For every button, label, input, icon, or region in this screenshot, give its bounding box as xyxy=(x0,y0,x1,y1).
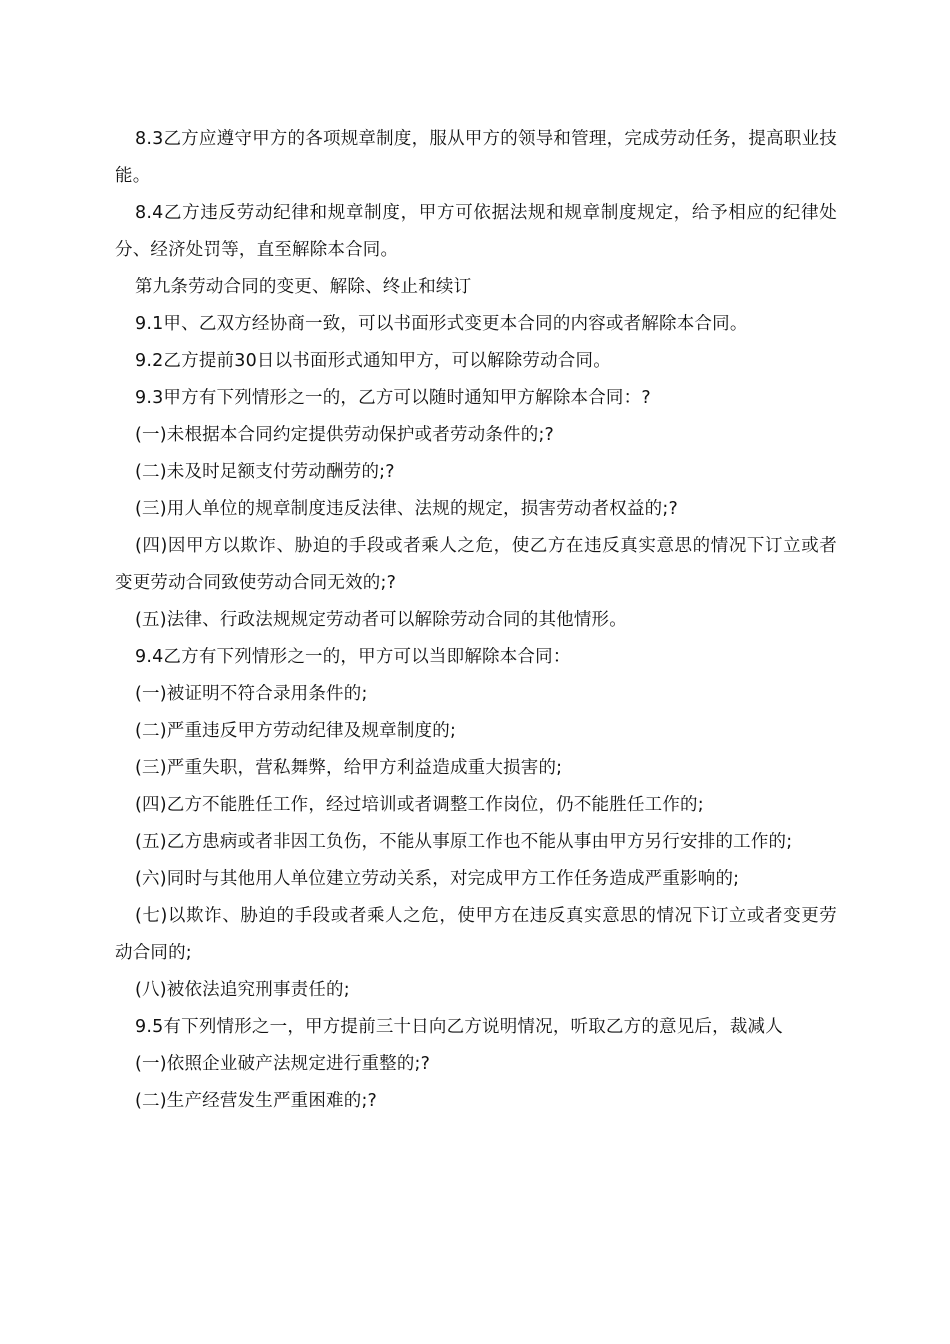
list-item-9-4-2: (二)严重违反甲方劳动纪律及规章制度的; xyxy=(135,721,457,741)
list-item-9-3-1: (一)未根据本合同约定提供劳动保护或者劳动条件的;? xyxy=(135,425,555,445)
list-item-9-3-2: (二)未及时足额支付劳动酬劳的;? xyxy=(135,462,395,482)
list-item-9-4-1: (一)被证明不符合录用条件的; xyxy=(135,684,368,704)
paragraph-8-3: 8.3乙方应遵守甲方的各项规章制度，服从甲方的领导和管理，完成劳动任务，提高职业技能。 xyxy=(115,129,837,186)
list-item-9-3-5: (五)法律、行政法规规定劳动者可以解除劳动合同的其他情形。 xyxy=(135,610,627,630)
list-item-9-3-3: (三)用人单位的规章制度违反法律、法规的规定，损害劳动者权益的;? xyxy=(135,499,678,519)
paragraph-9-5: 9.5有下列情形之一，甲方提前三十日向乙方说明情况，听取乙方的意见后，裁减人 xyxy=(135,1017,783,1037)
list-item-9-4-8: (八)被依法追究刑事责任的; xyxy=(135,980,350,1000)
list-item-9-5-2: (二)生产经营发生严重困难的;? xyxy=(135,1091,378,1111)
list-item-9-3-4: (四)因甲方以欺诈、胁迫的手段或者乘人之危，使乙方在违反真实意思的情况下订立或者变更劳动合同致使劳动合同无效的;? xyxy=(115,536,837,593)
list-item-9-5-1: (一)依照企业破产法规定进行重整的;? xyxy=(135,1054,431,1074)
list-item-9-4-3: (三)严重失职，营私舞弊，给甲方利益造成重大损害的; xyxy=(135,758,563,778)
list-item-9-4-7: (七)以欺诈、胁迫的手段或者乘人之危，使甲方在违反真实意思的情况下订立或者变更劳动合同的; xyxy=(115,906,837,963)
list-item-9-4-6: (六)同时与其他用人单位建立劳动关系，对完成甲方工作任务造成严重影响的; xyxy=(135,869,740,889)
list-item-9-4-5: (五)乙方患病或者非因工负伤，不能从事原工作也不能从事由甲方另行安排的工作的; xyxy=(135,832,793,852)
paragraph-8-4: 8.4乙方违反劳动纪律和规章制度，甲方可依据法规和规章制度规定，给予相应的纪律处分、经济处罚等，直至解除本合同。 xyxy=(115,203,837,260)
article-9-heading: 第九条劳动合同的变更、解除、终止和续订 xyxy=(135,277,472,297)
paragraph-9-1: 9.1甲、乙双方经协商一致，可以书面形式变更本合同的内容或者解除本合同。 xyxy=(135,314,748,334)
paragraph-9-2: 9.2乙方提前30日以书面形式通知甲方，可以解除劳动合同。 xyxy=(135,351,611,371)
document-body xyxy=(115,121,837,1120)
list-item-9-4-4: (四)乙方不能胜任工作，经过培训或者调整工作岗位，仍不能胜任工作的; xyxy=(135,795,704,815)
paragraph-9-3: 9.3甲方有下列情形之一的，乙方可以随时通知甲方解除本合同：? xyxy=(135,388,651,408)
paragraph-9-4: 9.4乙方有下列情形之一的，甲方可以当即解除本合同： xyxy=(135,647,571,667)
